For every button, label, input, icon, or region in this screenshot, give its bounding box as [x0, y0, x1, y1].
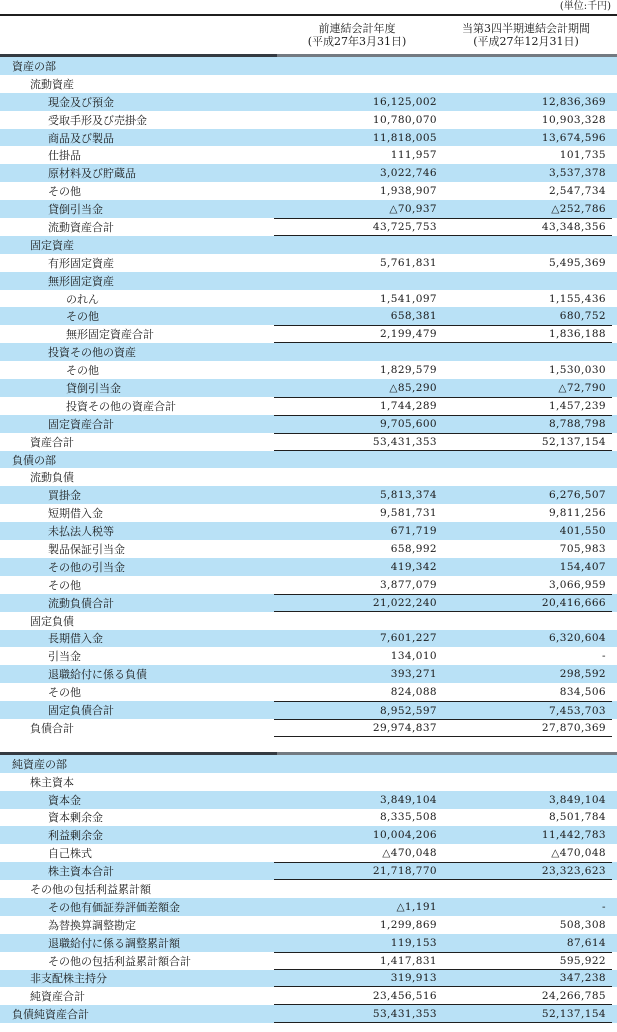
row-label: 引当金: [48, 650, 81, 664]
column-header-prev-year-title: 前連結会計年度: [318, 21, 396, 35]
table-row: [0, 987, 617, 1005]
table-row: [0, 254, 617, 272]
row-label: 資産合計: [30, 435, 74, 449]
row-label: 流動負債: [30, 471, 74, 485]
value-prev-year: 10,780,070: [372, 113, 437, 126]
row-values: [274, 826, 612, 844]
row-label: 為替換算調整勘定: [48, 918, 136, 932]
row-values: [274, 57, 612, 75]
value-current-period: -: [602, 650, 606, 663]
value-prev-year: 53,431,353: [372, 435, 437, 448]
table-heading-row: [0, 755, 617, 773]
value-current-period: 705,983: [559, 542, 606, 555]
value-current-period: 6,276,507: [548, 489, 606, 502]
table-row: [0, 952, 617, 970]
value-prev-year: 11,818,005: [372, 131, 437, 144]
row-values: [274, 1005, 612, 1023]
row-label: 固定負債合計: [48, 704, 114, 717]
table-row: [0, 218, 617, 236]
table-row: [0, 898, 617, 916]
row-values: [274, 755, 612, 773]
row-values: [274, 164, 612, 182]
table-heading-row: [0, 343, 617, 361]
value-current-period: 1,530,030: [548, 364, 606, 377]
value-current-period: 680,752: [559, 310, 606, 323]
table-heading-row: [0, 612, 617, 630]
row-values: [274, 987, 612, 1005]
row-label: 仕掛品: [48, 149, 81, 163]
row-label: 純資産の部: [12, 757, 67, 771]
table-heading-row: [0, 451, 617, 469]
value-current-period: 52,137,154: [541, 1007, 606, 1020]
row-values: [274, 146, 612, 164]
row-label: 流動資産: [30, 77, 74, 91]
row-label: 現金及び預金: [48, 95, 114, 109]
row-values: [274, 844, 612, 862]
value-prev-year: 9,705,600: [379, 418, 437, 431]
row-values: [274, 898, 612, 916]
row-label: 固定資産合計: [48, 417, 114, 431]
table-row: [0, 916, 617, 934]
value-prev-year: 419,342: [390, 560, 437, 573]
row-values: [274, 290, 612, 308]
row-label: 株主資本合計: [48, 865, 114, 879]
value-prev-year: 3,877,079: [379, 578, 437, 591]
value-prev-year: 8,335,508: [379, 811, 437, 824]
row-label: 流動資産合計: [48, 220, 114, 234]
row-values: [274, 129, 612, 147]
value-current-period: △470,048: [551, 847, 606, 860]
value-current-period: 1,155,436: [548, 292, 606, 305]
value-current-period: 24,266,785: [541, 989, 606, 1002]
value-prev-year: 21,022,240: [372, 596, 437, 609]
value-prev-year: 21,718,770: [372, 865, 437, 878]
table-row: [0, 129, 617, 147]
value-prev-year: 5,813,374: [379, 489, 437, 502]
row-label: 資産の部: [12, 59, 56, 73]
table-heading-row: [0, 468, 617, 486]
table-row: [0, 683, 617, 701]
value-prev-year: 10,004,206: [372, 829, 437, 842]
table-row: [0, 665, 617, 683]
value-prev-year: 7,601,227: [379, 632, 437, 645]
section-gap: [0, 737, 617, 752]
table-row: [0, 594, 617, 612]
table-heading-row: [0, 57, 617, 75]
value-current-period: 2,547,734: [548, 185, 606, 198]
row-values: [274, 719, 612, 737]
row-label: 自己株式: [48, 847, 92, 861]
value-prev-year: 1,938,907: [379, 185, 437, 198]
value-prev-year: 5,761,831: [379, 256, 437, 269]
table-row: [0, 200, 617, 218]
table-row: [0, 647, 617, 665]
row-values: [274, 415, 612, 433]
value-current-period: 52,137,154: [541, 435, 606, 448]
table-row: [0, 576, 617, 594]
row-values: [274, 630, 612, 648]
row-label: その他: [48, 686, 81, 700]
row-label: 負債純資産合計: [12, 1008, 89, 1022]
table-row: [0, 844, 617, 862]
section-net-assets: [0, 755, 617, 1023]
value-prev-year: △470,048: [382, 847, 437, 860]
row-values: [274, 93, 612, 111]
value-current-period: 401,550: [559, 525, 606, 538]
value-prev-year: 53,431,353: [372, 1007, 437, 1020]
row-label: 負債合計: [30, 721, 74, 735]
value-current-period: 8,501,784: [548, 811, 606, 824]
value-current-period: 8,788,798: [548, 418, 606, 431]
value-current-period: 7,453,703: [548, 704, 606, 717]
table-row: [0, 486, 617, 504]
row-values: [274, 522, 612, 540]
value-current-period: 1,836,188: [548, 328, 606, 341]
table-heading-row: [0, 880, 617, 898]
row-label: その他有価証券評価差額金: [48, 900, 180, 914]
table-row: [0, 164, 617, 182]
column-header-current-period-title: 当第3四半期連結会計期間: [462, 21, 590, 35]
row-values: [274, 862, 612, 880]
table-row: [0, 307, 617, 325]
value-current-period: △252,786: [551, 203, 606, 216]
row-label: 資本剰余金: [48, 811, 103, 825]
row-values: [274, 809, 612, 827]
row-values: [274, 594, 612, 612]
table-heading-row: [0, 773, 617, 791]
section-assets-liabilities: [0, 57, 617, 737]
value-current-period: 3,537,378: [548, 167, 606, 180]
row-values: [274, 75, 612, 93]
column-header-prev-year: [274, 22, 440, 49]
column-header-current-period: [440, 22, 612, 49]
value-current-period: 9,811,256: [548, 507, 606, 520]
row-label: 固定負債: [30, 614, 74, 628]
table-row: [0, 826, 617, 844]
table-row: [0, 290, 617, 308]
row-values: [274, 236, 612, 254]
row-values: [274, 343, 612, 361]
value-current-period: 27,870,369: [541, 721, 606, 734]
row-values: [274, 397, 612, 415]
row-label: 流動負債合計: [48, 596, 114, 610]
value-current-period: 101,735: [559, 149, 606, 162]
table-row: [0, 1005, 617, 1023]
table-row: [0, 325, 617, 343]
value-prev-year: 2,199,479: [379, 328, 437, 341]
value-current-period: 87,614: [566, 936, 606, 949]
value-current-period: 20,416,666: [541, 596, 606, 609]
value-current-period: 6,320,604: [548, 632, 606, 645]
value-current-period: 10,903,328: [541, 113, 606, 126]
row-values: [274, 451, 612, 469]
row-label: 買掛金: [48, 489, 81, 503]
value-current-period: 3,849,104: [548, 793, 606, 806]
value-current-period: 43,348,356: [541, 220, 606, 233]
row-values: [274, 254, 612, 272]
row-values: [274, 433, 612, 451]
row-label: 原材料及び貯蔵品: [48, 167, 136, 181]
row-label: のれん: [66, 292, 99, 306]
row-values: [274, 576, 612, 594]
value-prev-year: 658,992: [390, 542, 437, 555]
value-current-period: 11,442,783: [541, 829, 606, 842]
row-label: 負債の部: [12, 453, 56, 467]
table-row: [0, 791, 617, 809]
table-row: [0, 630, 617, 648]
row-label: その他: [48, 578, 81, 592]
value-prev-year: 43,725,753: [372, 220, 437, 233]
table-row: [0, 504, 617, 522]
value-current-period: 12,836,369: [541, 95, 606, 108]
value-current-period: 1,457,239: [548, 400, 606, 413]
table-row: [0, 146, 617, 164]
row-values: [274, 272, 612, 290]
row-label: その他の包括利益累計額: [30, 883, 151, 897]
row-label: 短期借入金: [48, 507, 103, 521]
value-prev-year: 319,913: [390, 971, 437, 984]
row-values: [274, 952, 612, 970]
row-values: [274, 916, 612, 934]
row-label: 貸倒引当金: [66, 381, 121, 395]
row-values: [274, 486, 612, 504]
value-prev-year: 3,022,746: [379, 167, 437, 180]
row-label: 固定資産: [30, 238, 74, 252]
table-row: [0, 379, 617, 397]
row-label: 受取手形及び売掛金: [48, 113, 147, 127]
row-label: 無形固定資産合計: [66, 328, 154, 342]
row-values: [274, 540, 612, 558]
table-row: [0, 361, 617, 379]
row-label: 退職給付に係る負債: [48, 668, 147, 682]
table-row: [0, 397, 617, 415]
value-current-period: 595,922: [559, 954, 606, 967]
row-label: 投資その他の資産合計: [66, 399, 176, 413]
row-values: [274, 880, 612, 898]
value-prev-year: △85,290: [389, 381, 437, 394]
value-current-period: 3,066,959: [548, 578, 606, 591]
table-row: [0, 540, 617, 558]
row-values: [274, 218, 612, 236]
row-label: その他の包括利益累計額合計: [48, 954, 191, 968]
row-values: [274, 558, 612, 576]
value-prev-year: 23,456,516: [372, 989, 437, 1002]
row-label: 無形固定資産: [48, 274, 114, 288]
value-prev-year: △70,937: [389, 203, 437, 216]
value-current-period: 23,323,623: [541, 865, 606, 878]
value-prev-year: 8,952,597: [379, 704, 437, 717]
row-values: [274, 612, 612, 630]
value-current-period: 508,308: [559, 918, 606, 931]
row-values: [274, 665, 612, 683]
value-prev-year: 1,299,869: [379, 918, 437, 931]
table-heading-row: [0, 75, 617, 93]
row-label: 非支配株主持分: [30, 972, 107, 986]
value-current-period: 834,506: [559, 686, 606, 699]
column-header-prev-year-date: (平成27年3月31日): [307, 35, 407, 48]
value-prev-year: 824,088: [390, 686, 437, 699]
value-prev-year: 111,957: [390, 149, 437, 162]
value-prev-year: 1,744,289: [379, 400, 437, 413]
row-label: 製品保証引当金: [48, 542, 125, 556]
row-values: [274, 701, 612, 719]
row-label: 投資その他の資産: [48, 346, 136, 360]
table-heading-row: [0, 236, 617, 254]
table-row: [0, 719, 617, 737]
value-current-period: 13,674,596: [541, 131, 606, 144]
value-prev-year: 29,974,837: [372, 721, 437, 734]
row-label: その他の引当金: [48, 560, 125, 574]
column-headers: [0, 16, 617, 54]
value-prev-year: 658,381: [390, 310, 437, 323]
row-values: [274, 647, 612, 665]
row-values: [274, 200, 612, 218]
row-values: [274, 111, 612, 129]
table-row: [0, 522, 617, 540]
row-values: [274, 361, 612, 379]
row-label: 未払法人税等: [48, 525, 114, 539]
row-values: [274, 182, 612, 200]
value-prev-year: 16,125,002: [372, 95, 437, 108]
table-row: [0, 701, 617, 719]
row-label: その他: [48, 185, 81, 199]
table-row: [0, 862, 617, 880]
row-values: [274, 468, 612, 486]
row-label: その他: [66, 364, 99, 378]
value-current-period: 298,592: [559, 668, 606, 681]
row-values: [274, 504, 612, 522]
value-current-period: △72,790: [558, 381, 606, 394]
value-current-period: 5,495,369: [548, 256, 606, 269]
row-label: 有形固定資産: [48, 256, 114, 270]
row-values: [274, 325, 612, 343]
row-values: [274, 683, 612, 701]
table-row: [0, 809, 617, 827]
row-values: [274, 934, 612, 952]
table-row: [0, 93, 617, 111]
row-label: 商品及び製品: [48, 131, 114, 145]
value-prev-year: 671,719: [390, 525, 437, 538]
row-values: [274, 773, 612, 791]
table-row: [0, 558, 617, 576]
value-current-period: 154,407: [559, 560, 606, 573]
table-row: [0, 433, 617, 451]
row-values: [274, 379, 612, 397]
row-label: 資本金: [48, 793, 81, 807]
value-prev-year: 1,417,831: [379, 954, 437, 967]
value-prev-year: 3,849,104: [379, 793, 437, 806]
row-label: 利益剰余金: [48, 829, 103, 843]
row-values: [274, 970, 612, 988]
value-prev-year: 9,581,731: [379, 507, 437, 520]
row-label: 退職給付に係る調整累計額: [48, 936, 180, 950]
row-label: 長期借入金: [48, 632, 103, 646]
row-label: 貸倒引当金: [48, 203, 103, 217]
row-label: その他: [66, 310, 99, 324]
value-prev-year: 134,010: [390, 650, 437, 663]
value-current-period: 347,238: [559, 971, 606, 984]
row-values: [274, 307, 612, 325]
row-label: 株主資本: [30, 775, 74, 789]
table-row: [0, 111, 617, 129]
value-prev-year: 393,271: [390, 668, 437, 681]
value-prev-year: △1,191: [396, 900, 437, 913]
value-current-period: -: [602, 900, 606, 913]
row-values: [274, 791, 612, 809]
table-heading-row: [0, 272, 617, 290]
value-prev-year: 1,829,579: [379, 364, 437, 377]
unit-label: (単位:千円): [559, 1, 611, 12]
value-prev-year: 119,153: [390, 936, 437, 949]
row-label: 純資産合計: [30, 990, 85, 1004]
table-row: [0, 934, 617, 952]
column-header-current-period-date: (平成27年12月31日): [473, 35, 579, 48]
table-row: [0, 182, 617, 200]
table-row: [0, 970, 617, 988]
table-row: [0, 415, 617, 433]
value-prev-year: 1,541,097: [379, 292, 437, 305]
